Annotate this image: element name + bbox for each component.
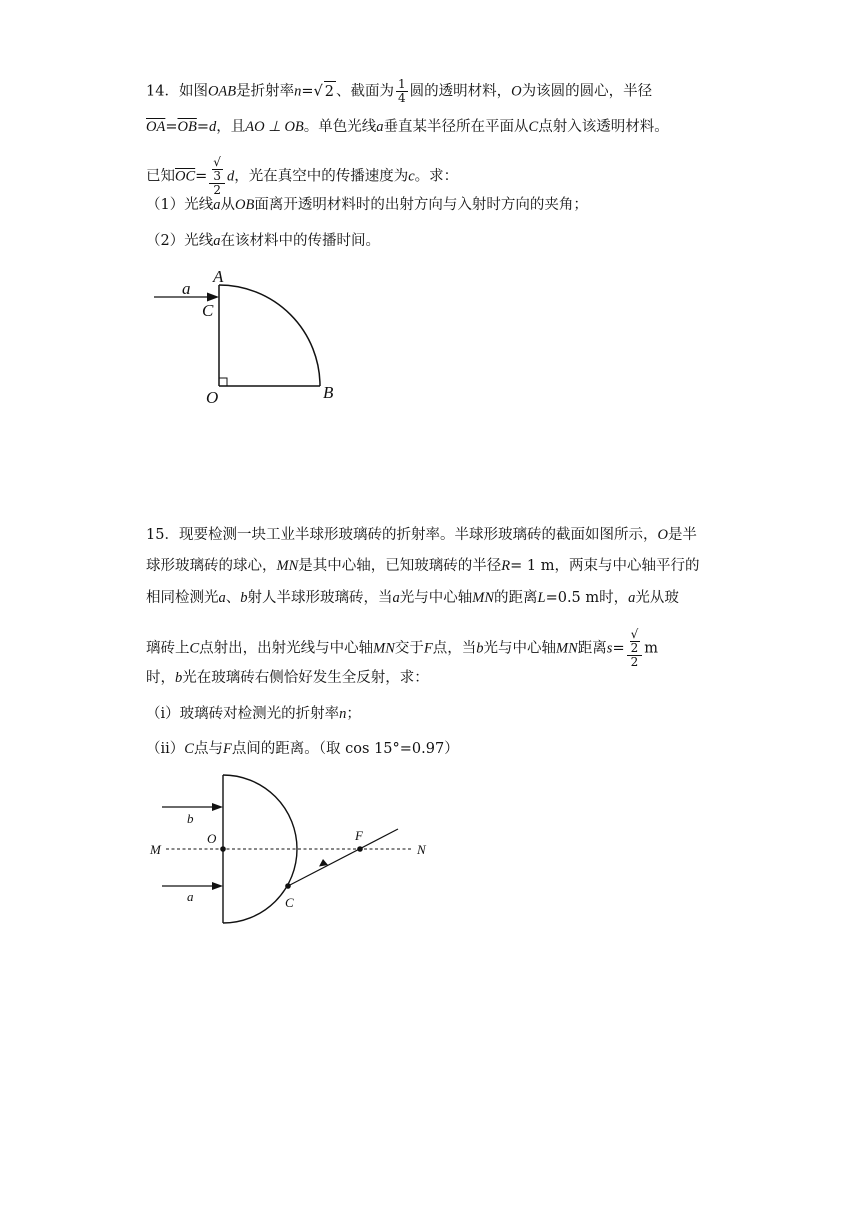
label-O: O — [207, 831, 217, 846]
ray-a-arrowhead — [212, 882, 223, 890]
q14-part-1: （1）光线a从OB面离开透明材料时的出射方向与入射时方向的夹角； — [146, 197, 588, 213]
fraction-sqrt3-over-2: √ 3 2 — [209, 156, 225, 197]
q15-part-2: （ii）C点与F点间的距离。（取 cos 15°=0.97） — [146, 741, 459, 757]
point-C — [285, 883, 291, 889]
label-O: O — [206, 388, 219, 407]
q15-part-1: （i）玻璃砖对检测光的折射率n； — [146, 706, 361, 722]
point-O — [220, 846, 226, 852]
q15-line-4: 璃砖上C点射出，出射光线与中心轴MN交于F点，当b光与中心轴MN距离s= √ 2 2 m — [146, 627, 658, 669]
q15-line-5: 时，b光在玻璃砖右侧恰好发生全反射，求： — [146, 670, 429, 686]
q15-hemisphere-figure — [140, 770, 440, 940]
label-B: B — [323, 383, 334, 402]
q14-quarter-circle-figure — [140, 262, 360, 412]
label-b: b — [187, 811, 194, 826]
label-C: C — [202, 301, 214, 320]
q15-line-2: 球形玻璃砖的球心，MN是其中心轴，已知玻璃砖的半径R= 1 m，两束与中心轴平行的 — [146, 558, 700, 574]
label-C: C — [285, 895, 294, 910]
ray-b-arrowhead — [212, 803, 223, 811]
label-M: M — [150, 842, 161, 857]
q15-line-3: 相同检测光a、b射人半球形玻璃砖，当a光与中心轴MN的距离L=0.5 m时，a光从玻 — [146, 590, 679, 606]
q14-line-1: 14．如图OAB是折射率n=√ 2 、截面为 $\frac{1}{4}$ 圆的透明材料，O为该圆的圆心，半径 — [146, 77, 653, 105]
q15-line-1: 15．现要检测一块工业半球形玻璃砖的折射率。半球形玻璃砖的截面如图所示，O是半 — [146, 527, 697, 543]
right-angle-mark — [219, 378, 227, 386]
point-F — [357, 846, 363, 852]
fraction-one-quarter: $\frac{1}{4}$ — [398, 77, 406, 105]
q14-line-2: $\overline{OA}=\overline{OB}=d$，且AO ⊥ OB。单色光线a垂直某半径所在平面从C点射入该透明材料。 — [146, 119, 669, 135]
label-a: a — [187, 889, 194, 904]
exit-ray-CF — [288, 829, 398, 886]
q14-line-3: 已知$\overline{OC}=$ √ 3 2 d，光在真空中的传播速度为c。求： — [146, 155, 459, 197]
label-N: N — [417, 842, 426, 857]
label-a: a — [182, 279, 191, 298]
label-F: F — [355, 828, 363, 843]
arc-AB — [219, 285, 320, 386]
fraction-sqrt2-over-2: √ 2 2 — [627, 628, 643, 669]
q14-part-2: （2）光线a在该材料中的传播时间。 — [146, 233, 380, 249]
label-A: A — [213, 267, 224, 286]
